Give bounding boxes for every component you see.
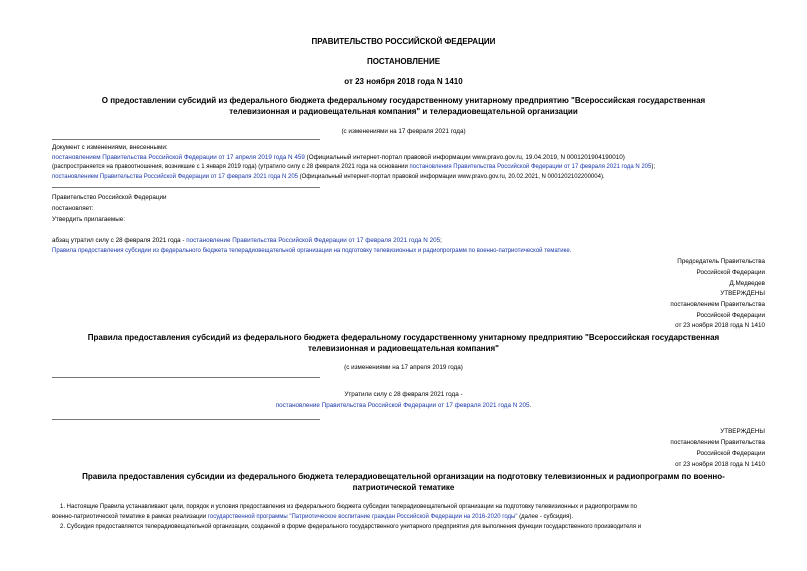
- rules1-title-line1: Правила предоставления субсидий из федерального бюджета федеральному государственному унитарному предприятию "Всероссийская государственная: [87, 333, 720, 342]
- rules2-paragraph1-line2: [52, 514, 573, 521]
- doc-date-number: от 23 ноября 2018 года N 1410: [344, 77, 463, 86]
- changes-line2-end: );: [651, 164, 655, 170]
- divider: [52, 139, 320, 140]
- doc-title-line2: телевизионная и радиовещательная компания" и телерадиовещательной организации: [229, 107, 578, 116]
- doc-title-line1: О предоставлении субсидий из федерального бюджета федеральному государственному унитарному предприятию "Всероссийская государственная: [101, 96, 706, 105]
- rules1-repealed: Утратили силу с 28 февраля 2021 года -: [344, 391, 463, 398]
- doc-type-heading: ПОСТАНОВЛЕНИЕ: [366, 57, 441, 66]
- resolution-item1-end: ;: [440, 237, 442, 244]
- resolution-line3: Утвердить прилагаемые:: [52, 216, 125, 223]
- rules1-repealed-link[interactable]: постановление Правительства Российской Федерации от 17 февраля 2021 года N 205: [275, 402, 530, 409]
- resolution-item1: [52, 237, 442, 244]
- divider: [52, 377, 320, 378]
- approval1-country: Российской Федерации: [696, 312, 765, 319]
- approval2-approved: УТВЕРЖДЕНЫ: [720, 428, 765, 435]
- rules2-p1-program-link[interactable]: государственной программы "Патриотическое воспитание граждан Российской Федерации на 2016-2020 годы": [207, 514, 518, 520]
- changes-line2-text: (распространяется на правоотношения, возникшие с 1 января 2019 года) (утратило силу с 28 февраля 2021 года на основании: [52, 164, 408, 170]
- changes-link-459[interactable]: постановлением Правительства Российской Федерации от 17 апреля 2019 года N 459: [52, 154, 305, 161]
- amendment-note: (с изменениями на 17 февраля 2021 года): [341, 128, 466, 135]
- changes-line3: [52, 174, 605, 181]
- rules1-repealed-line: [0, 402, 807, 409]
- signature-country: Российской Федерации: [696, 269, 765, 276]
- rules2-paragraph1-line1: 1. Настоящие Правила устанавливают цели, порядок и условия предоставления из федерального бюджета субсидии телерадиовещательной организации на подготовку телевизионных и радиопрограмм по: [60, 504, 637, 510]
- divider: [52, 419, 320, 420]
- rules2-title-line2: патриотической тематике: [352, 483, 455, 492]
- rules2-title-line1: Правила предоставления субсидии из федерального бюджета телерадиовещательной организации на подготовку телевизионных и радиопрограмм по военно-: [82, 472, 725, 481]
- approval2-country: Российской Федерации: [696, 450, 765, 457]
- changes-line1-text: (Официальный интернет-портал правовой информации www.pravo.gov.ru, 19.04.2019, N 0001201904190010): [306, 154, 625, 161]
- approval1-approved: УТВЕРЖДЕНЫ: [720, 290, 765, 297]
- changes-line1: [52, 154, 625, 161]
- rules2-p1-end: (далее - субсидия).: [519, 514, 574, 520]
- rules1-amendment-note: (с изменениями на 17 апреля 2019 года): [344, 364, 463, 371]
- resolution-item1-text: абзац утратил силу с 28 февраля 2021 года -: [52, 237, 185, 244]
- signature-name: Д.Медведев: [729, 280, 765, 287]
- approval1-date: от 23 ноября 2018 года N 1410: [675, 322, 765, 329]
- rules2-paragraph2: 2. Субсидия предоставляется телерадиовещательной организации, созданной в форме федерального государственного унитарного предприятия для выполнения функции государственного производителя и: [60, 524, 642, 530]
- changes-intro: Документ с изменениями, внесенными:: [52, 144, 168, 151]
- rules2-p1-text: военно-патриотической тематике в рамках реализации: [52, 514, 207, 520]
- approval2-date: от 23 ноября 2018 года N 1410: [675, 461, 765, 468]
- rules1-repealed-end: .: [529, 402, 532, 409]
- rules1-title-line2: телевизионная и радиовещательная компания": [308, 344, 499, 353]
- changes-link-205a[interactable]: постановления Правительства Российской Федерации от 17 февраля 2021 года N 205: [409, 164, 652, 170]
- signature-position: Председатель Правительства: [677, 258, 765, 265]
- government-heading: ПРАВИТЕЛЬСТВО РОССИЙСКОЙ ФЕДЕРАЦИИ: [311, 37, 496, 46]
- approval2-by: постановлением Правительства: [670, 439, 765, 446]
- approval1-by: постановлением Правительства: [670, 301, 765, 308]
- changes-link-205b[interactable]: постановлением Правительства Российской Федерации от 17 февраля 2021 года N 205: [52, 174, 298, 180]
- resolution-line1: Правительство Российской Федерации: [52, 194, 167, 201]
- resolution-line2: постановляет:: [52, 205, 94, 212]
- resolution-item2-link[interactable]: Правила предоставления субсидии из федерального бюджета телерадиовещательной организации на подготовку телевизионных и радиопрограмм по военно-патриотической тематике.: [52, 248, 572, 254]
- resolution-item1-link[interactable]: постановление Правительства Российской Федерации от 17 февраля 2021 года N 205: [186, 237, 441, 244]
- changes-line2: [52, 164, 655, 171]
- changes-line3-text: (Официальный интернет-портал правовой информации www.pravo.gov.ru, 20.02.2021, N 0001202102200004).: [299, 174, 605, 180]
- divider: [52, 187, 320, 188]
